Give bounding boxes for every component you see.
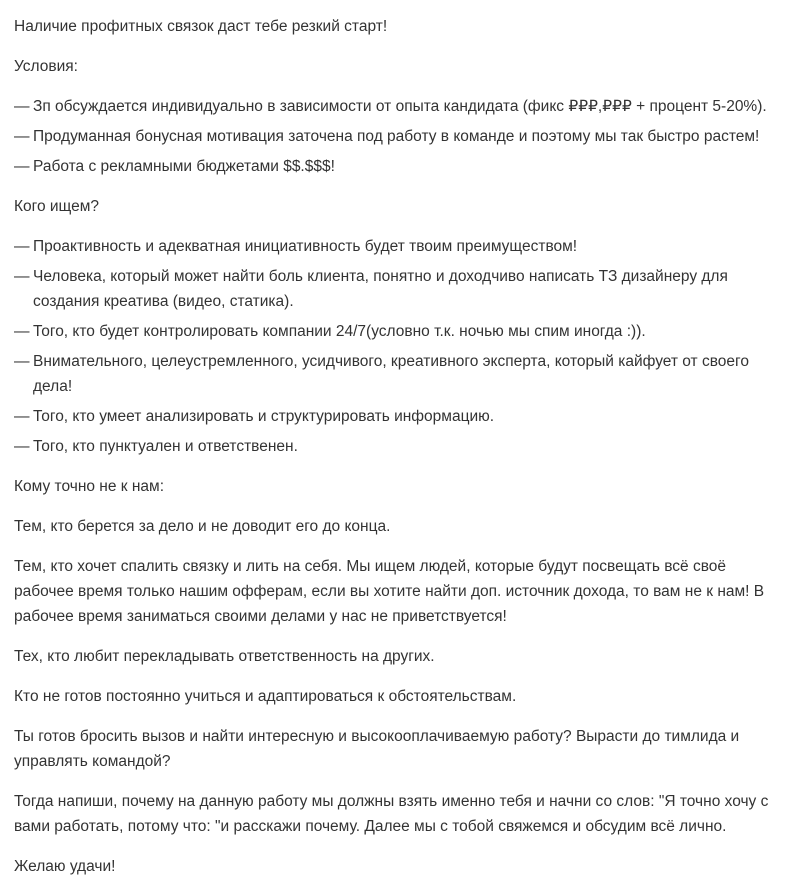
dash-bullet: — <box>14 158 30 175</box>
not-for-us-paragraph: Кто не готов постоянно учиться и адаптироваться к обстоятельствам. <box>14 688 517 705</box>
dash-bullet: — <box>14 128 30 145</box>
list-item <box>14 234 789 259</box>
dash-bullet: — <box>14 353 30 370</box>
list-item-text: Того, кто умеет анализировать и структурировать информацию. <box>33 408 495 425</box>
list-item <box>14 404 789 429</box>
looking-for-list <box>14 234 789 459</box>
dash-bullet: — <box>14 238 30 255</box>
dash-bullet: — <box>14 268 30 285</box>
dash-bullet: — <box>14 323 30 340</box>
not-for-us-paragraph: Тех, кто любит перекладывать ответственность на других. <box>14 648 435 665</box>
dash-bullet: — <box>14 408 30 425</box>
list-item <box>14 124 789 149</box>
list-item <box>14 349 789 399</box>
list-item-text: Проактивность и адекватная инициативность будет твоим преимуществом! <box>33 238 578 255</box>
not-for-us-paragraph: Тем, кто берется за дело и не доводит его до конца. <box>14 518 391 535</box>
dash-bullet: — <box>14 98 30 115</box>
list-item-text: Внимательного, целеустремленного, усидчивого, креативного эксперта, который кайфует от своего дела! <box>33 353 749 395</box>
not-for-us-heading: Кому точно не к нам: <box>14 478 165 495</box>
list-item-text: Продуманная бонусная мотивация заточена под работу в команде и поэтому мы так быстро растем! <box>33 128 760 145</box>
dash-bullet: — <box>14 438 30 455</box>
list-item-text: Того, кто будет контролировать компании 24/7(условно т.к. ночью мы спим иногда :)). <box>33 323 646 340</box>
looking-for-heading: Кого ищем? <box>14 198 100 215</box>
not-for-us-paragraph: Тем, кто хочет спалить связку и лить на себя. Мы ищем людей, которые будут посвещать всё своё рабочее время только нашим офферам, если вы хотите найти доп. источник дохода, то вам не к нам! В рабочее время заниматься своими делами у нас не приветствуется! <box>14 558 765 625</box>
list-item-text: Человека, который может найти боль клиента, понятно и доходчиво написать ТЗ дизайнеру для создания креатива (видео, статика). <box>33 268 728 310</box>
intro-text: Наличие профитных связок даст тебе резкий старт! <box>14 18 388 35</box>
list-item-text: Того, кто пунктуален и ответственен. <box>33 438 298 455</box>
conditions-list <box>14 94 789 179</box>
list-item-text: Работа с рекламными бюджетами $$.$$$! <box>33 158 335 175</box>
conditions-heading: Условия: <box>14 58 78 75</box>
closing-text: Желаю удачи! <box>14 858 116 875</box>
list-item-text: Зп обсуждается индивидуально в зависимости от опыта кандидата (фикс ₽₽₽,₽₽₽ + процент 5-20%). <box>33 98 767 115</box>
call-to-action-text: Тогда напиши, почему на данную работу мы должны взять именно тебя и начни со слов: "Я точно хочу с вами работать, потому что: "и расскажи почему. Далее мы с тобой свяжемся и обсудим всё лично. <box>14 793 769 835</box>
list-item <box>14 94 789 119</box>
list-item <box>14 434 789 459</box>
challenge-text: Ты готов бросить вызов и найти интересную и высокооплачиваемую работу? Вырасти до тимлида и управлять командой? <box>14 728 740 770</box>
list-item <box>14 319 789 344</box>
list-item <box>14 154 789 179</box>
list-item <box>14 264 789 314</box>
